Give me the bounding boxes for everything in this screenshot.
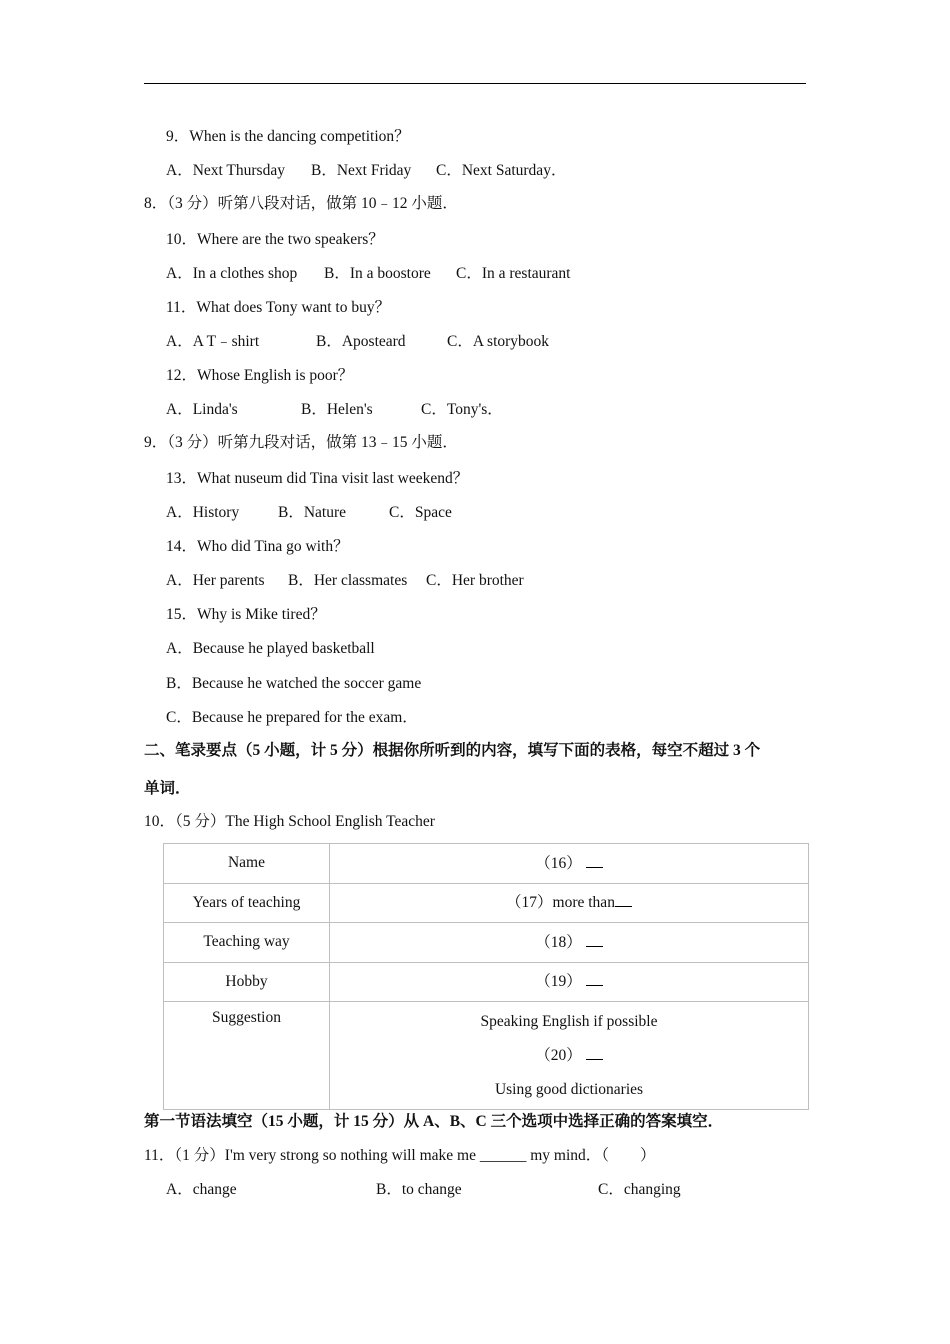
suggestion-line-3: Using good dictionaries xyxy=(494,1080,644,1098)
q15-option-b: B．Because he watched the soccer game xyxy=(166,675,422,692)
q12-option-c: C．Tony's． xyxy=(421,401,503,418)
q14-option-a: A．Her parents xyxy=(166,572,265,589)
q10-option-a: A．In a clothes shop xyxy=(166,265,298,282)
row-label: Suggestion xyxy=(164,1002,330,1110)
row-label: Years of teaching xyxy=(164,883,330,923)
answer-blank xyxy=(615,892,632,907)
q14-option-c: C．Her brother xyxy=(426,572,524,589)
suggestion-line-1: Speaking English if possible xyxy=(480,1012,658,1030)
grammar-heading: 第一节语法填空（15 小题，计 15 分）从 A、B、C 三个选项中选择正确的答案填空． xyxy=(144,1113,724,1130)
question-15: 15．Why is Mike tired？ xyxy=(166,606,326,623)
question-10: 10．Where are the two speakers？ xyxy=(166,231,384,248)
q13-option-b: B．Nature xyxy=(278,504,347,521)
g11-option-c: C．changing xyxy=(598,1181,681,1198)
section-8-header: 8．（3 分）听第八段对话，做第 10﹣12 小题． xyxy=(144,195,458,212)
question-12: 12．Whose English is poor？ xyxy=(166,367,354,384)
answer-blank xyxy=(586,932,603,947)
answer-blank xyxy=(586,1045,603,1060)
table-row xyxy=(164,883,809,923)
grammar-question-11: 11．（1 分）I'm very strong so nothing will make me ______ my mind．（ ） xyxy=(144,1147,656,1164)
q15-option-a: A．Because he played basketball xyxy=(166,640,375,657)
q13-option-c: C．Space xyxy=(389,504,452,521)
part-2-heading-line1: 二、笔录要点（5 小题，计 5 分）根据你所听到的内容，填写下面的表格，每空不超过 3 个 xyxy=(144,742,761,759)
table-row xyxy=(164,1002,809,1110)
q10-option-c: C．In a restaurant xyxy=(456,265,571,282)
question-14: 14．Who did Tina go with？ xyxy=(166,538,349,555)
q11-option-b: B．Aposteard xyxy=(316,333,406,350)
q11-option-a: A．A T﹣shirt xyxy=(166,333,260,350)
q14-option-b: B．Her classmates xyxy=(288,572,408,589)
row-label: Name xyxy=(164,844,330,884)
suggestion-line-2: （20） xyxy=(330,1039,808,1073)
row-value: （19） xyxy=(330,962,809,1002)
row-label: Hobby xyxy=(164,962,330,1002)
answer-blank xyxy=(586,853,603,868)
section-9-header: 9．（3 分）听第九段对话，做第 13﹣15 小题． xyxy=(144,434,458,451)
question-11: 11．What does Tony want to buy？ xyxy=(166,299,391,316)
q9-option-b: B．Next Friday xyxy=(311,162,412,179)
notes-table xyxy=(163,843,809,1110)
g11-option-a: A．change xyxy=(166,1181,237,1198)
row-value: （16） xyxy=(330,844,809,884)
part-2-heading-line2: 单词． xyxy=(144,780,191,797)
row-label: Teaching way xyxy=(164,923,330,963)
question-10-notes-header: 10．（5 分）The High School English Teacher xyxy=(144,813,435,830)
g11-option-b: B．to change xyxy=(376,1181,462,1198)
q10-option-b: B．In a boostore xyxy=(324,265,431,282)
q9-option-a: A．Next Thursday xyxy=(166,162,285,179)
q15-option-c: C．Because he prepared for the exam． xyxy=(166,709,418,726)
answer-blank xyxy=(586,971,603,986)
q13-option-a: A．History xyxy=(166,504,240,521)
question-9: 9．When is the dancing competition？ xyxy=(166,128,410,145)
header-rule xyxy=(144,83,806,84)
table-row xyxy=(164,844,809,884)
row-value xyxy=(330,1002,809,1110)
row-value: （18） xyxy=(330,923,809,963)
table-row xyxy=(164,962,809,1002)
q11-option-c: C．A storybook xyxy=(447,333,550,350)
question-13: 13．What nuseum did Tina visit last weekend？ xyxy=(166,470,469,487)
q12-option-a: A．Linda's xyxy=(166,401,238,418)
row-value: （17）more than xyxy=(330,883,809,923)
q9-option-c: C．Next Saturday． xyxy=(436,162,567,179)
q12-option-b: B．Helen's xyxy=(301,401,373,418)
table-row xyxy=(164,923,809,963)
